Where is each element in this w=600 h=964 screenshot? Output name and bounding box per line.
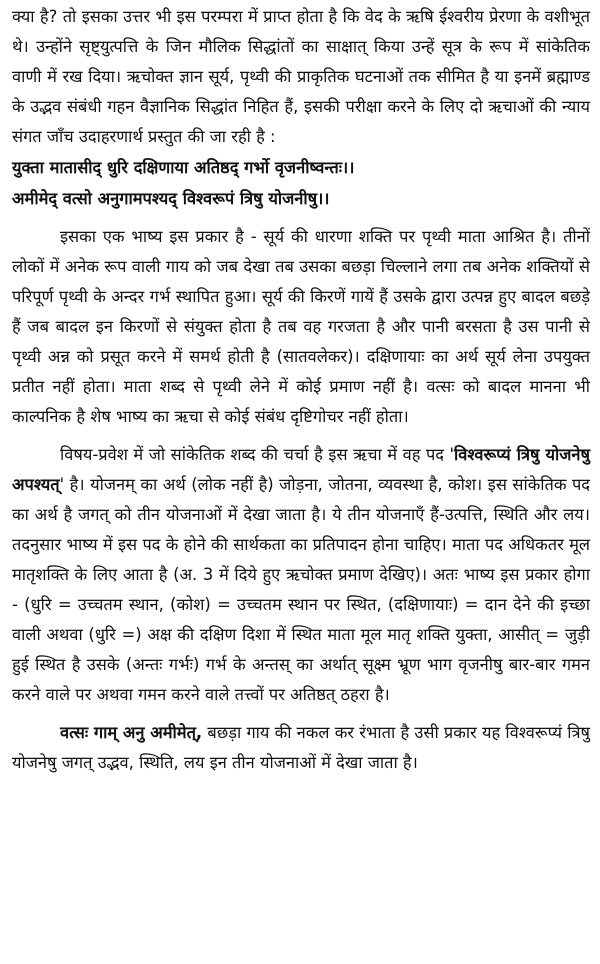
paragraph-intro: क्या है? तो इसका उत्तर भी इस परम्परा में प्राप्त होता है कि वेद के ऋषि ईश्वरीय प्रेरणा के वशीभूत थे। उन्होंने सृष्ट्युत्पत्ति के जिन मौलिक सिद्धांतों का साक्षात् किया उन्हें सूत्र के रूप में सांकेतिक वाणी में रख दिया। ऋचोक्त ज्ञान सूर्य, पृथ्वी की प्राकृतिक घटनाओं तक सीमित है या इनमें ब्रह्माण्ड के उद्भव संबंधी गहन वैज्ञानिक सिद्धांत निहित हैं, इसकी परीक्षा करने के लिए दो ऋचाओं की न्याय संगत जाँच उदाहरणार्थ प्रस्तुत की जा रही है : <box>12 7 590 146</box>
paragraph-conclusion <box>12 718 590 778</box>
paragraph-analysis <box>12 440 590 710</box>
paragraph-commentary: इसका एक भाष्य इस प्रकार है - सूर्य की धारणा शक्ति पर पृथ्वी माता आश्रित है। तीनों लोकों में अनेक रूप वाली गाय को जब देखा तब उसका बछड़ा चिल्लाने लगा तब अनेक शक्तियों से परिपूर्ण पृथ्वी के अन्दर गर्भ स्थापित हुआ। सूर्य की किरणें गायें हैं उसके द्वारा उत्पन्न हुए बादल बछड़े हैं जब बादल इन किरणों से संयुक्त होता है तब वह गरजता है और पानी बरसता है उस पानी से पृथ्वी अन्न को प्रसूत करने में समर्थ होती है (सातवलेकर)। दक्षिणायाः का अर्थ सूर्य लेना उपयुक्त प्रतीत नहीं होता। माता शब्द से पृथ्वी लेने में कोई प्रमाण नहीं है। वत्सः को बादल मानना भी काल्पनिक है शेष भाष्य का ऋचा से कोई संबंध दृष्टिगोचर नहीं होता। <box>12 227 590 426</box>
conclusion-bold-term: वत्सः गाम् अनु अमीमेत्, <box>60 723 203 742</box>
verse-line-1: युक्ता मातासीद् धुरि दक्षिणाया अतिष्ठद् गर्भो वृजनीष्वन्तः।। <box>12 158 355 177</box>
verse-line-2: अमीमेद् वत्सो अनुगामपश्यद् विश्वरूपं त्रिषु योजनीषु।। <box>12 189 330 208</box>
conclusion-text: बछड़ा गाय की नकल कर रंभाता है उसी प्रकार यह विश्वरूप्यं त्रिषु योजनेषु जगत् उद्भव, स्थिति, लय इन तीन योजनाओं में देखा जाता है। <box>12 723 590 772</box>
analysis-text-rest: ' है। योजनम् का अर्थ (लोक नहीं है) जोड़ना, जोतना, व्यवस्था है, कोश। इस सांकेतिक पद का अर्थ है जगत् को तीन योजनाओं में देखा जाता है। ये तीन योजनाएँ हैं-उत्पत्ति, स्थिति और लय। तदनुसार भाष्य में इस पद के होने की सार्थकता का प्रतिपादन होना चाहिए। माता पद अधिकतर मूल मातृशक्ति के लिए आता है (अ. 3 में दिये हुए ऋचोक्त प्रमाण देखिए)। अतः भाष्य इस प्रकार होगा - (धुरि = उच्चतम स्थान, (कोश) = उच्चतम स्थान पर स्थित, (दक्षिणायाः) = दान देने की इच्छा वाली अथवा (धुरि =) अक्ष की दक्षिण दिशा में स्थित माता मूल मातृ शक्ति युक्ता, आसीत् = जुड़ी हुई स्थित है उसके (अन्तः गर्भः) गर्भ के अन्तस् का अर्थात् सूक्ष्म भ्रूण भाग वृजनीषु बार-बार गमन करने वाले पर अथवा गमन करने वाले तत्त्वों पर अतिष्ठत् ठहरा है। <box>12 475 590 704</box>
analysis-text-start: विषय-प्रवेश में जो सांकेतिक शब्द की चर्चा है इस ऋचा में वह पद ' <box>60 445 455 464</box>
analysis-bold-term: विश्वरूप्यं त्रिषु योजनेषु अपश्यत् <box>12 445 590 494</box>
